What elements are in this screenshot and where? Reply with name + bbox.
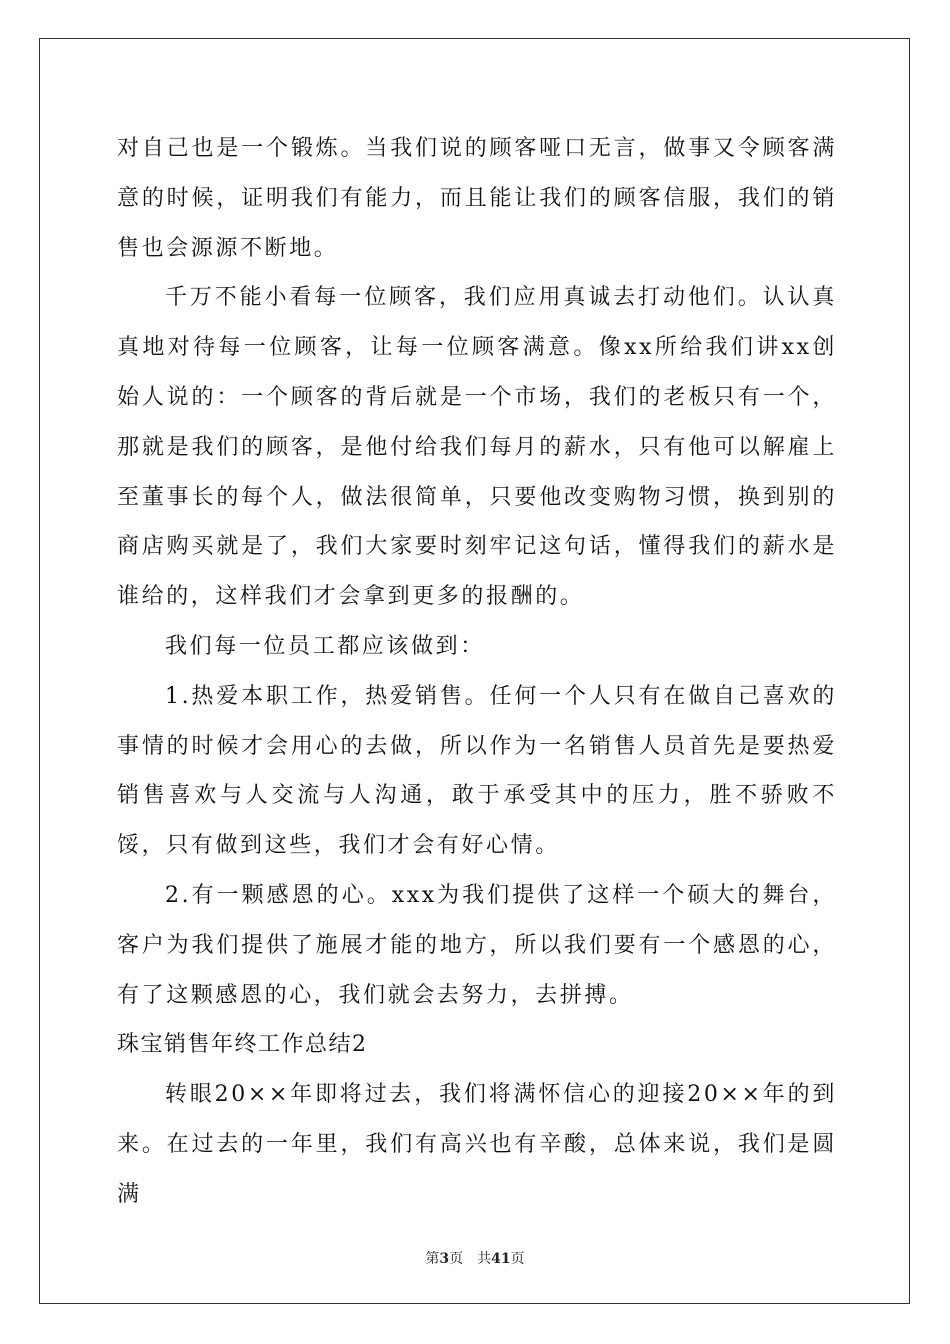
total-page-count: 41 — [491, 1251, 511, 1267]
footer-suffix: 页 — [510, 1251, 525, 1267]
paragraph: 千万不能小看每一位顾客，我们应用真诚去打动他们。认认真真地对待每一位顾客，让每一位顾客满意。像xx所给我们讲xx创始人说的：一个顾客的背后就是一个市场，我们的老板只有一个，那就是我们的顾客，是他付给我们每月的薪水，只有他可以解雇上至董事长的每个人，做法很简单，只要他改变购物习惯，换到别的商店购买就是了，我们大家要时刻牢记这句话，懂得我们的薪水是谁给的，这样我们才会拿到更多的报酬的。 — [117, 285, 837, 610]
section-heading: 珠宝销售年终工作总结2 — [117, 1032, 368, 1058]
document-body — [117, 124, 837, 1220]
footer-middle: 页 共 — [449, 1251, 492, 1267]
page-footer — [0, 1248, 950, 1268]
paragraph: 我们每一位员工都应该做到： — [165, 633, 485, 659]
current-page-number: 3 — [439, 1251, 450, 1267]
list-item-paragraph: 1.热爱本职工作，热爱销售。任何一个人只有在做自己喜欢的事情的时候才会用心的去做，所以作为一名销售人员首先是要热爱销售喜欢与人交流与人沟通，敢于承受其中的压力，胜不骄败不馁，只有做到这些，我们才会有好心情。 — [117, 683, 837, 859]
paragraph: 转眼20××年即将过去，我们将满怀信心的迎接20××年的到来。在过去的一年里，我们有高兴也有辛酸，总体来说，我们是圆满 — [117, 1082, 837, 1207]
list-item-paragraph: 2.有一颗感恩的心。xxx为我们提供了这样一个硕大的舞台，客户为我们提供了施展才能的地方，所以我们要有一个感恩的心，有了这颗感恩的心，我们就会去努力，去拼搏。 — [117, 882, 837, 1008]
footer-prefix: 第 — [425, 1251, 440, 1267]
paragraph: 对自己也是一个锻炼。当我们说的顾客哑口无言，做事又令顾客满意的时候，证明我们有能力，而且能让我们的顾客信服，我们的销售也会源源不断地。 — [117, 136, 837, 261]
